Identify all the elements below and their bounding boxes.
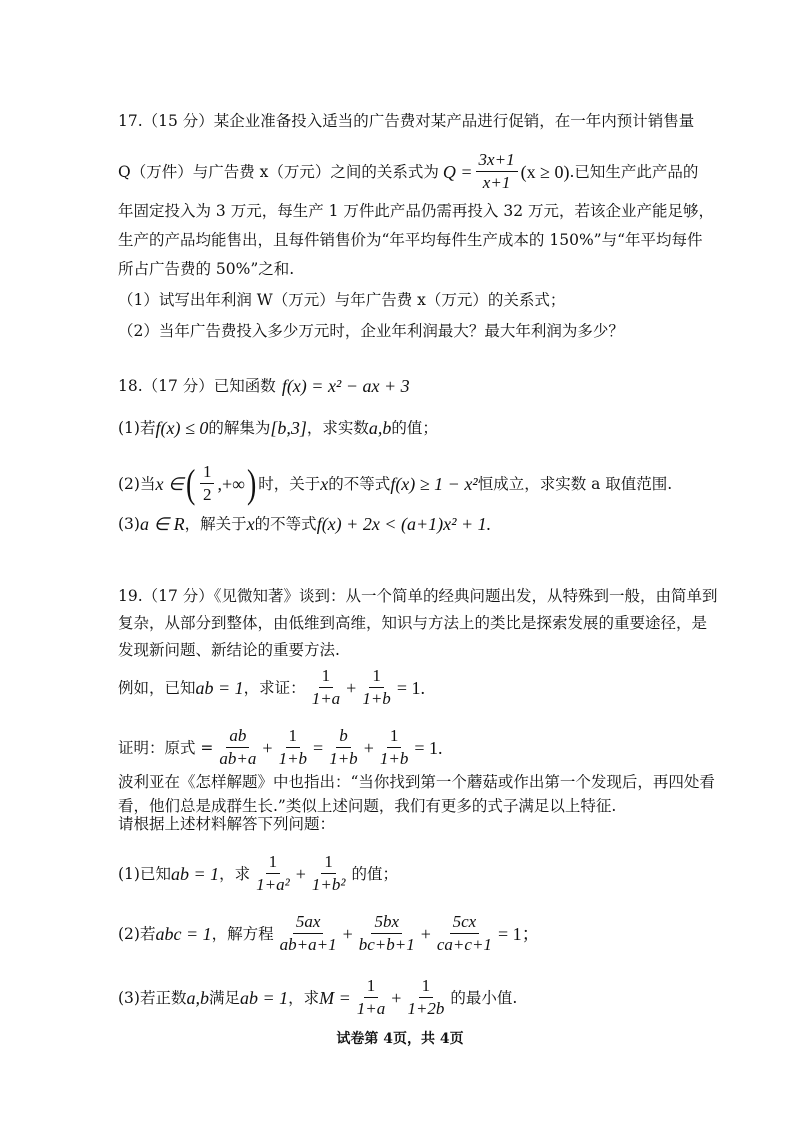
q17-line-3 xyxy=(118,200,720,222)
q18-head xyxy=(118,375,720,397)
fraction: $\frac{1}{1+a}$ xyxy=(311,666,341,708)
page-footer: 试卷第 4页，共 4页 xyxy=(336,1031,464,1047)
q19-text: 请根据上述材料解答下列问题： xyxy=(118,815,336,833)
fraction: $\frac{5bx}{bc+b+1}$ xyxy=(358,912,415,954)
q17-line-5 xyxy=(118,258,720,280)
q17-line-4 xyxy=(118,229,720,251)
q19-ask xyxy=(118,813,720,835)
q19-sub-2: (2)若 abc = 1 ，解方程 $\frac{5ax}{ab+a+1}$ + $\frac{5bx}{bc+b+1}$ + $\frac{5cx}{ca+c+1}$ = 1； xyxy=(118,912,540,954)
q17-line-2 xyxy=(118,150,720,193)
q17-text: 所占广告费的 50%”之和. xyxy=(118,260,295,278)
math-expr: a,b xyxy=(186,987,209,1008)
math-expr: ,+∞ xyxy=(217,473,245,494)
math-expr: abc = 1 xyxy=(155,923,212,944)
fraction: $\frac{3x+1}{x+1}$ xyxy=(476,150,518,193)
math-expr: (x ≥ 0) xyxy=(520,161,570,182)
q17-text: （2）当年广告费投入多少万元时，企业年利润最大？最大年利润为多少？ xyxy=(118,322,624,340)
fraction: $\frac{1}{1+b}$ xyxy=(379,726,409,768)
math-expr: f(x) ≤ 0 xyxy=(155,418,209,438)
q18-part-3: (3) a ∈ R ，解关于 x 的不等式 f(x) + 2x < (a+1)x² + 1. xyxy=(118,514,492,534)
math-expr: M = xyxy=(319,987,351,1008)
fraction: $\frac{1}{\text{1+b²}}$ xyxy=(311,852,346,894)
q19-text: 19.（17 分）《见微知著》谈到：从一个简单的经典问题出发，从特殊到一般，由简单到复杂，从部分到整体，由低维到高维，知识与方法上的类比是探索发展的重要途径，是发现新问题、新结论的重要方法. xyxy=(118,587,718,659)
q17-text: 生产的产品均能售出，且每件销售价为“年平均每件生产成本的 150%”与“年平均每件 xyxy=(118,231,703,249)
math-expr: a,b xyxy=(368,418,392,438)
fraction: $\frac{b}{1+b}$ xyxy=(329,726,358,768)
math-expr: f(x) = x² − ax + 3 xyxy=(281,376,410,396)
q19-proof: 证明：原式 = $\frac{ab}{ab+a}$ + $\frac{1}{1+b}$ = $\frac{b}{1+b}$ + $\frac{1}{1+b}$ = 1. xyxy=(118,726,443,768)
q17-text: 年固定投入为 3 万元，每生产 1 万件此产品仍需再投入 32 万元，若该企业产能足够， xyxy=(118,202,715,220)
math-expr: f(x) + 2x < (a+1)x² + 1. xyxy=(316,514,492,534)
fraction: $\frac{5cx}{ca+c+1}$ xyxy=(436,912,492,954)
math-expr: x ∈ xyxy=(155,473,184,494)
math-expr: ab = 1 xyxy=(170,863,220,884)
fraction: $\frac{1}{1+a}$ xyxy=(356,976,386,1018)
math-expr: Q = xyxy=(442,161,473,182)
q18-part-2: (2)当 x ∈ ( $\frac{1}{2}$ ,+∞ ) 时，关于 x 的不等式 f(x) ≥ 1 − x² 恒成立，求实数 a 取值范围. xyxy=(118,460,673,506)
fraction: $\frac{1}{2}$ xyxy=(200,462,215,505)
q17-text: （1）试写出年利润 W（万元）与年广告费 x（万元）的关系式； xyxy=(118,291,566,309)
math-expr: [b,3] xyxy=(270,418,307,438)
q19-intro xyxy=(118,583,720,664)
fraction: $\frac{1}{\text{1+a²}}$ xyxy=(256,852,290,894)
q19-polya xyxy=(118,770,720,818)
math-expr: ab = 1 xyxy=(239,987,289,1008)
q18-part-1: (1)若 f(x) ≤ 0 的解集为 [b,3] ，求实数 a,b 的值； xyxy=(118,418,438,438)
fraction: $\frac{1}{1+b}$ xyxy=(362,666,391,708)
q17-part-1 xyxy=(118,289,720,311)
q17-text: 17.（15 分）某企业准备投入适当的广告费对某产品进行促销，在一年内预计销售量 xyxy=(118,112,695,130)
q17-text: .已知生产此产品的 xyxy=(569,162,699,181)
q18-text: 18.（17 分）已知函数 xyxy=(118,377,276,395)
fraction: $\frac{5ax}{ab+a+1}$ xyxy=(279,912,337,954)
q17-line-1 xyxy=(118,110,720,132)
q19-example: 例如，已知 ab = 1 ，求证： $\frac{1}{1+a}$ + $\frac{1}{1+b}$ = 1. xyxy=(118,666,425,708)
math-expr: ab = 1 xyxy=(195,677,244,698)
q17-part-2 xyxy=(118,320,720,342)
math-expr: f(x) ≥ 1 − x² xyxy=(390,473,478,494)
q19-text: 波利亚在《怎样解题》中也指出：“当你找到第一个蘑菇或作出第一个发现后，再四处看看，他们总是成群生长.”类似上述问题，我们有更多的式子满足以上特征. xyxy=(118,773,715,815)
math-expr: a ∈ R xyxy=(139,514,185,534)
fraction: $\frac{1}{1+b}$ xyxy=(278,726,308,768)
fraction: $\frac{ab}{ab+a}$ xyxy=(219,726,257,768)
q17-text: Q（万件）与广告费 x（万元）之间的关系式为 xyxy=(118,162,439,181)
fraction: $\frac{1}{1+2b}$ xyxy=(407,976,445,1018)
q19-sub-3: (3)若正数 a,b 满足 ab = 1 ，求 M = $\frac{1}{1+a}$ + $\frac{1}{1+2b}$ 的最小值. xyxy=(118,976,518,1018)
q19-sub-1: (1)已知 ab = 1 ，求 $\frac{1}{\text{1+a²}}$ + $\frac{1}{\text{1+b²}}$ 的值； xyxy=(118,852,398,894)
